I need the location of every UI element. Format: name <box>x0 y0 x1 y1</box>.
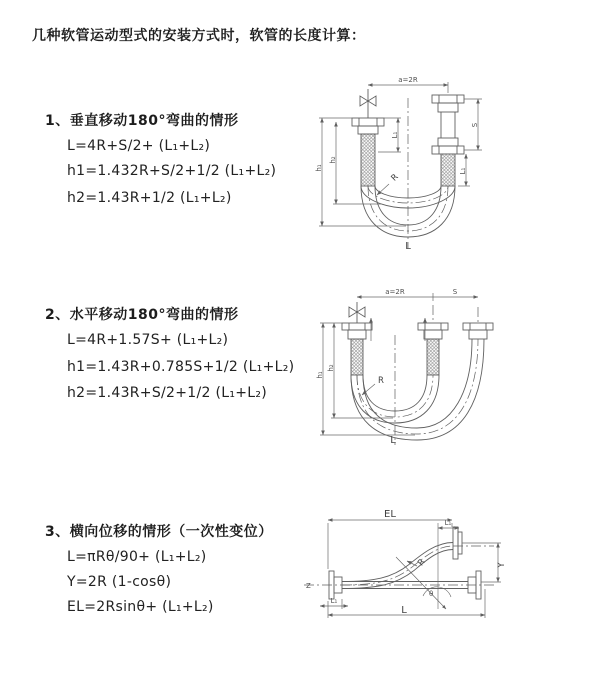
dim-l1-right-label: L₁ <box>459 167 467 175</box>
section3-formula-EL: EL=2Rsinθ+ (L₁+L₂) <box>67 599 214 615</box>
valve-icon <box>360 89 376 118</box>
section2-formula-h1: h1=1.43R+0.785S+1/2 (L₁+L₂) <box>67 359 295 375</box>
dim-el-label: EL <box>384 509 396 520</box>
dim-h1-label: h₁ <box>316 371 324 379</box>
diagram-vertical-180 <box>305 68 595 253</box>
dim-y-label: Y <box>497 562 507 568</box>
dim-l1-left-label: L₁ <box>391 131 399 139</box>
dimension-lines <box>320 520 501 618</box>
dimension-labels <box>306 509 507 616</box>
diagram-lateral-displacement <box>296 497 600 627</box>
section1-formula-h1: h1=1.432R+S/2+1/2 (L₁+L₂) <box>67 163 277 179</box>
section1-formula-L: L=4R+S/2+ (L₁+L₂) <box>67 138 211 154</box>
section3-formula-L: L=πRθ/90+ (L₁+L₂) <box>67 549 207 565</box>
section3-formula-Y: Y=2R (1-cosθ) <box>67 574 172 590</box>
dim-a2r-label: a=2R <box>398 76 418 84</box>
section2-formula-h2: h2=1.43R+S/2+1/2 (L₁+L₂) <box>67 385 268 401</box>
length-label: L <box>401 605 407 616</box>
dim-a2r-label: a=2R <box>385 288 405 296</box>
section1-formula-h2: h2=1.43R+1/2 (L₁+L₂) <box>67 190 232 206</box>
valve-icon <box>349 302 365 323</box>
section2-formula-L: L=4R+1.57S+ (L₁+L₂) <box>67 332 229 348</box>
theta-label: θ <box>429 590 434 598</box>
page-title: 几种软管运动型式的安装方式时，软管的长度计算： <box>32 28 366 44</box>
section2-heading: 2、水平移动180°弯曲的情形 <box>45 307 239 323</box>
dim-h2-label: h₂ <box>327 364 335 372</box>
section1-heading: 1、垂直移动180°弯曲的情形 <box>45 113 239 129</box>
dim-l1-left-label: L₁ <box>330 597 338 605</box>
dim-l1-top-label: L₁ <box>444 519 452 527</box>
pipe-drawing <box>342 302 493 445</box>
diagram-horizontal-180 <box>305 283 595 448</box>
dim-h2-label: h₂ <box>329 156 337 164</box>
radius-label: R <box>378 376 384 386</box>
length-label: L <box>390 435 396 446</box>
radius-label: R <box>416 557 428 569</box>
dim-h1-label: h₁ <box>315 164 323 172</box>
length-label: L <box>405 241 411 252</box>
dimension-lines <box>320 293 478 435</box>
datum-label: Z <box>306 582 311 590</box>
dim-s-label: S <box>452 288 458 296</box>
pipe-drawing <box>352 89 464 248</box>
dim-s-label: S <box>471 122 479 128</box>
radius-label: R <box>389 172 401 184</box>
section3-heading: 3、横向位移的情形（一次性变位） <box>45 524 273 540</box>
